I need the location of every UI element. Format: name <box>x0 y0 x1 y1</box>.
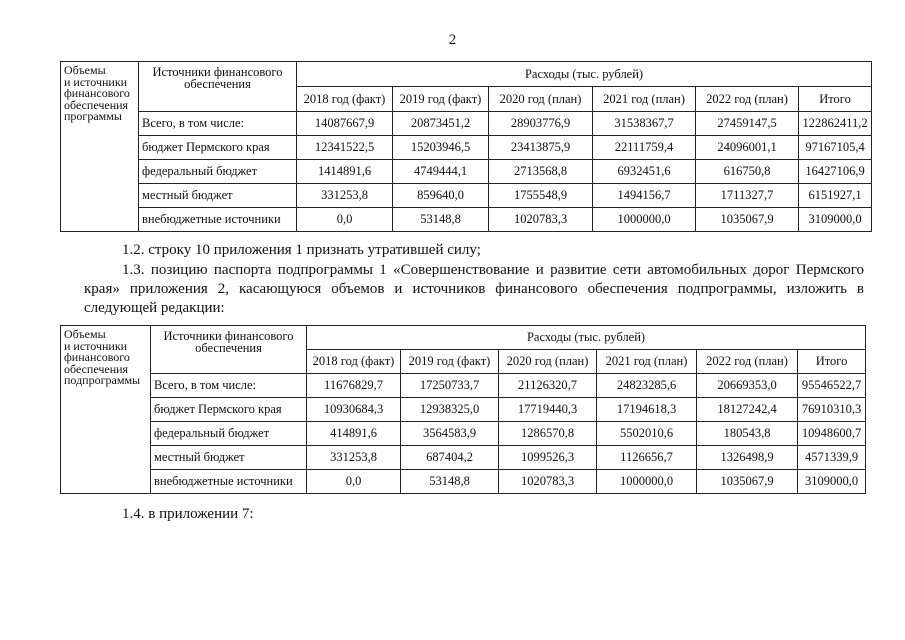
year-header: 2021 год (план) <box>593 87 696 112</box>
row-label: местный бюджет <box>151 446 307 470</box>
program-label: Объемы и источники финансового обеспечения программы <box>61 62 139 232</box>
table-row <box>61 112 872 136</box>
table-row <box>61 374 866 398</box>
cell-value: 31538367,7 <box>593 112 696 136</box>
cell-value: 12938325,0 <box>401 398 499 422</box>
year-header: 2021 год (план) <box>597 350 697 374</box>
table-row <box>61 136 872 160</box>
paragraph-1-2: 1.2. строку 10 приложения 1 признать утратившей силу; <box>122 242 481 258</box>
cell-total: 3109000,0 <box>798 470 866 494</box>
cell-total: 4571339,9 <box>798 446 866 470</box>
cell-value: 18127242,4 <box>697 398 798 422</box>
cell-value: 1494156,7 <box>593 184 696 208</box>
subprogram-finance-table <box>60 325 866 494</box>
table-row <box>61 160 872 184</box>
cell-value: 15203946,5 <box>393 136 489 160</box>
year-header: 2020 год (план) <box>489 87 593 112</box>
program-finance-table <box>60 61 872 232</box>
cell-value: 1000000,0 <box>593 208 696 232</box>
cell-value: 1286570,8 <box>499 422 597 446</box>
row-label: местный бюджет <box>139 184 297 208</box>
cell-value: 1326498,9 <box>697 446 798 470</box>
cell-value: 0,0 <box>307 470 401 494</box>
cell-value: 2713568,8 <box>489 160 593 184</box>
row-label: внебюджетные источники <box>151 470 307 494</box>
paragraph-1-4: 1.4. в приложении 7: <box>122 506 254 522</box>
cell-value: 17719440,3 <box>499 398 597 422</box>
table-row <box>61 184 872 208</box>
table-row <box>61 398 866 422</box>
total-header: Итого <box>799 87 872 112</box>
year-header: 2019 год (факт) <box>393 87 489 112</box>
cell-value: 21126320,7 <box>499 374 597 398</box>
cell-value: 6932451,6 <box>593 160 696 184</box>
cell-value: 22111759,4 <box>593 136 696 160</box>
cell-total: 122862411,2 <box>799 112 872 136</box>
cell-value: 3564583,9 <box>401 422 499 446</box>
year-header: 2018 год (факт) <box>297 87 393 112</box>
year-header: 2019 год (факт) <box>401 350 499 374</box>
cell-value: 24823285,6 <box>597 374 697 398</box>
cell-value: 17250733,7 <box>401 374 499 398</box>
cell-value: 10930684,3 <box>307 398 401 422</box>
cell-value: 1414891,6 <box>297 160 393 184</box>
row-label: внебюджетные источники <box>139 208 297 232</box>
cell-value: 27459147,5 <box>696 112 799 136</box>
row-label: бюджет Пермского края <box>151 398 307 422</box>
cell-total: 6151927,1 <box>799 184 872 208</box>
row-label: федеральный бюджет <box>139 160 297 184</box>
cell-value: 17194618,3 <box>597 398 697 422</box>
cell-value: 53148,8 <box>401 470 499 494</box>
cell-value: 616750,8 <box>696 160 799 184</box>
row-label: федеральный бюджет <box>151 422 307 446</box>
table-row <box>61 470 866 494</box>
cell-value: 414891,6 <box>307 422 401 446</box>
cell-value: 1711327,7 <box>696 184 799 208</box>
cell-total: 3109000,0 <box>799 208 872 232</box>
cell-total: 16427106,9 <box>799 160 872 184</box>
cell-value: 859640,0 <box>393 184 489 208</box>
row-label: Всего, в том числе: <box>151 374 307 398</box>
cell-value: 1755548,9 <box>489 184 593 208</box>
cell-total: 76910310,3 <box>798 398 866 422</box>
cell-value: 53148,8 <box>393 208 489 232</box>
cell-value: 1035067,9 <box>696 208 799 232</box>
total-header: Итого <box>798 350 866 374</box>
subprogram-label: Объемы и источники финансового обеспечения подпрограммы <box>61 326 151 494</box>
cell-value: 4749444,1 <box>393 160 489 184</box>
cell-value: 1000000,0 <box>597 470 697 494</box>
cell-value: 23413875,9 <box>489 136 593 160</box>
cell-value: 331253,8 <box>297 184 393 208</box>
page-number: 2 <box>448 32 457 48</box>
expenses-header: Расходы (тыс. рублей) <box>307 326 866 350</box>
cell-value: 28903776,9 <box>489 112 593 136</box>
year-header: 2020 год (план) <box>499 350 597 374</box>
cell-value: 5502010,6 <box>597 422 697 446</box>
cell-value: 331253,8 <box>307 446 401 470</box>
cell-value: 687404,2 <box>401 446 499 470</box>
year-header: 2022 год (план) <box>696 87 799 112</box>
cell-value: 14087667,9 <box>297 112 393 136</box>
paragraph-1-3: 1.3. позицию паспорта подпрограммы 1 «Совершенствование и развитие сети автомобильных дорог Пермского края» приложения 2, касающуюся объемов и источников финансового обеспечения подпрограммы, изложить в следующей редакции: <box>84 262 864 316</box>
cell-total: 97167105,4 <box>799 136 872 160</box>
cell-value: 1099526,3 <box>499 446 597 470</box>
expenses-header: Расходы (тыс. рублей) <box>297 62 872 87</box>
year-header: 2022 год (план) <box>697 350 798 374</box>
cell-total: 95546522,7 <box>798 374 866 398</box>
cell-value: 20669353,0 <box>697 374 798 398</box>
row-label: Всего, в том числе: <box>139 112 297 136</box>
cell-value: 11676829,7 <box>307 374 401 398</box>
table-row <box>61 422 866 446</box>
cell-value: 12341522,5 <box>297 136 393 160</box>
cell-total: 10948600,7 <box>798 422 866 446</box>
cell-value: 1020783,3 <box>489 208 593 232</box>
cell-value: 1035067,9 <box>697 470 798 494</box>
sources-header: Источники финансового обеспечения <box>151 326 307 374</box>
cell-value: 0,0 <box>297 208 393 232</box>
cell-value: 20873451,2 <box>393 112 489 136</box>
sources-header: Источники финансового обеспечения <box>139 62 297 112</box>
cell-value: 180543,8 <box>697 422 798 446</box>
table-row <box>61 208 872 232</box>
year-header: 2018 год (факт) <box>307 350 401 374</box>
cell-value: 24096001,1 <box>696 136 799 160</box>
table-row <box>61 446 866 470</box>
cell-value: 1126656,7 <box>597 446 697 470</box>
row-label: бюджет Пермского края <box>139 136 297 160</box>
cell-value: 1020783,3 <box>499 470 597 494</box>
